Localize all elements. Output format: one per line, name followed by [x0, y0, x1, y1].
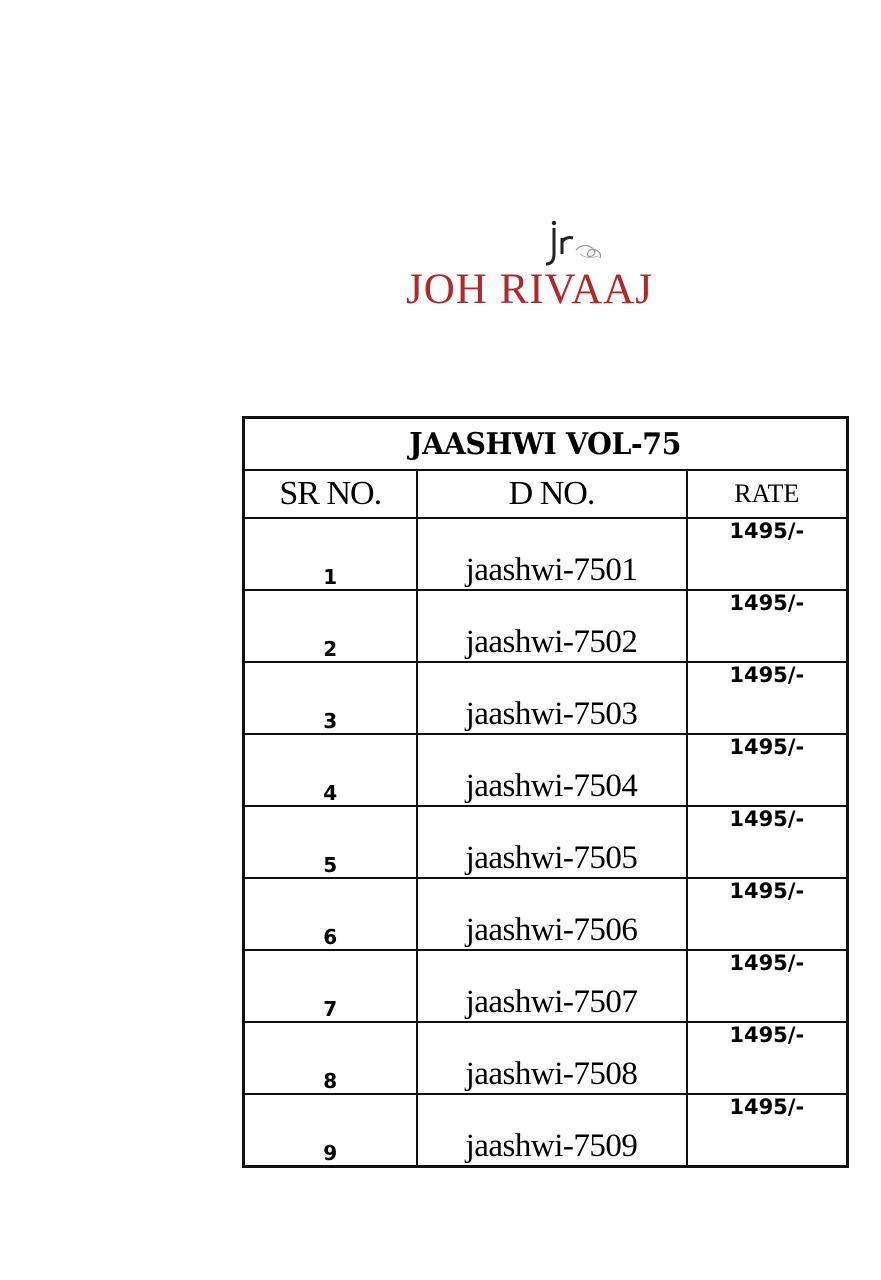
brand-monogram-icon	[540, 220, 610, 270]
rate-cell: 1495/-	[687, 662, 848, 734]
sr-no-cell: 4	[244, 734, 417, 806]
table-title-cell	[244, 418, 848, 471]
rate-cell: 1495/-	[687, 806, 848, 878]
brand-name: JOH RIVAAJ	[406, 266, 653, 313]
sr-no-cell: 9	[244, 1094, 417, 1167]
table-row	[244, 734, 848, 806]
rate-cell: 1495/-	[687, 734, 848, 806]
brand-logo	[400, 220, 720, 320]
table-header-row	[244, 470, 848, 518]
design-no-cell: jaashwi-7504	[417, 734, 687, 806]
design-no-cell: jaashwi-7502	[417, 590, 687, 662]
design-no-cell: jaashwi-7509	[417, 1094, 687, 1167]
header-rate: RATE	[687, 470, 848, 518]
sr-no-cell: 7	[244, 950, 417, 1022]
sr-no-cell: 6	[244, 878, 417, 950]
design-no-cell: jaashwi-7505	[417, 806, 687, 878]
table-row	[244, 1094, 848, 1167]
header-d-no: D NO.	[417, 470, 687, 518]
table-title: JAASHWI VOL-75	[409, 426, 682, 462]
design-no-cell: jaashwi-7503	[417, 662, 687, 734]
sr-no-cell: 5	[244, 806, 417, 878]
design-no-cell: jaashwi-7508	[417, 1022, 687, 1094]
table-row	[244, 590, 848, 662]
table-row	[244, 662, 848, 734]
sr-no-cell: 3	[244, 662, 417, 734]
rate-cell: 1495/-	[687, 1094, 848, 1167]
sr-no-cell: 2	[244, 590, 417, 662]
rate-cell: 1495/-	[687, 878, 848, 950]
table-row	[244, 1022, 848, 1094]
rate-cell: 1495/-	[687, 518, 848, 590]
table-row	[244, 950, 848, 1022]
design-no-cell: jaashwi-7506	[417, 878, 687, 950]
table-row	[244, 518, 848, 590]
rate-cell: 1495/-	[687, 1022, 848, 1094]
sr-no-cell: 8	[244, 1022, 417, 1094]
table-row	[244, 878, 848, 950]
design-no-cell: jaashwi-7501	[417, 518, 687, 590]
price-table	[242, 416, 849, 1168]
rate-cell: 1495/-	[687, 950, 848, 1022]
table-row	[244, 806, 848, 878]
rate-cell: 1495/-	[687, 590, 848, 662]
design-no-cell: jaashwi-7507	[417, 950, 687, 1022]
sr-no-cell: 1	[244, 518, 417, 590]
table-title-row	[244, 418, 848, 471]
header-sr-no: SR NO.	[244, 470, 417, 518]
